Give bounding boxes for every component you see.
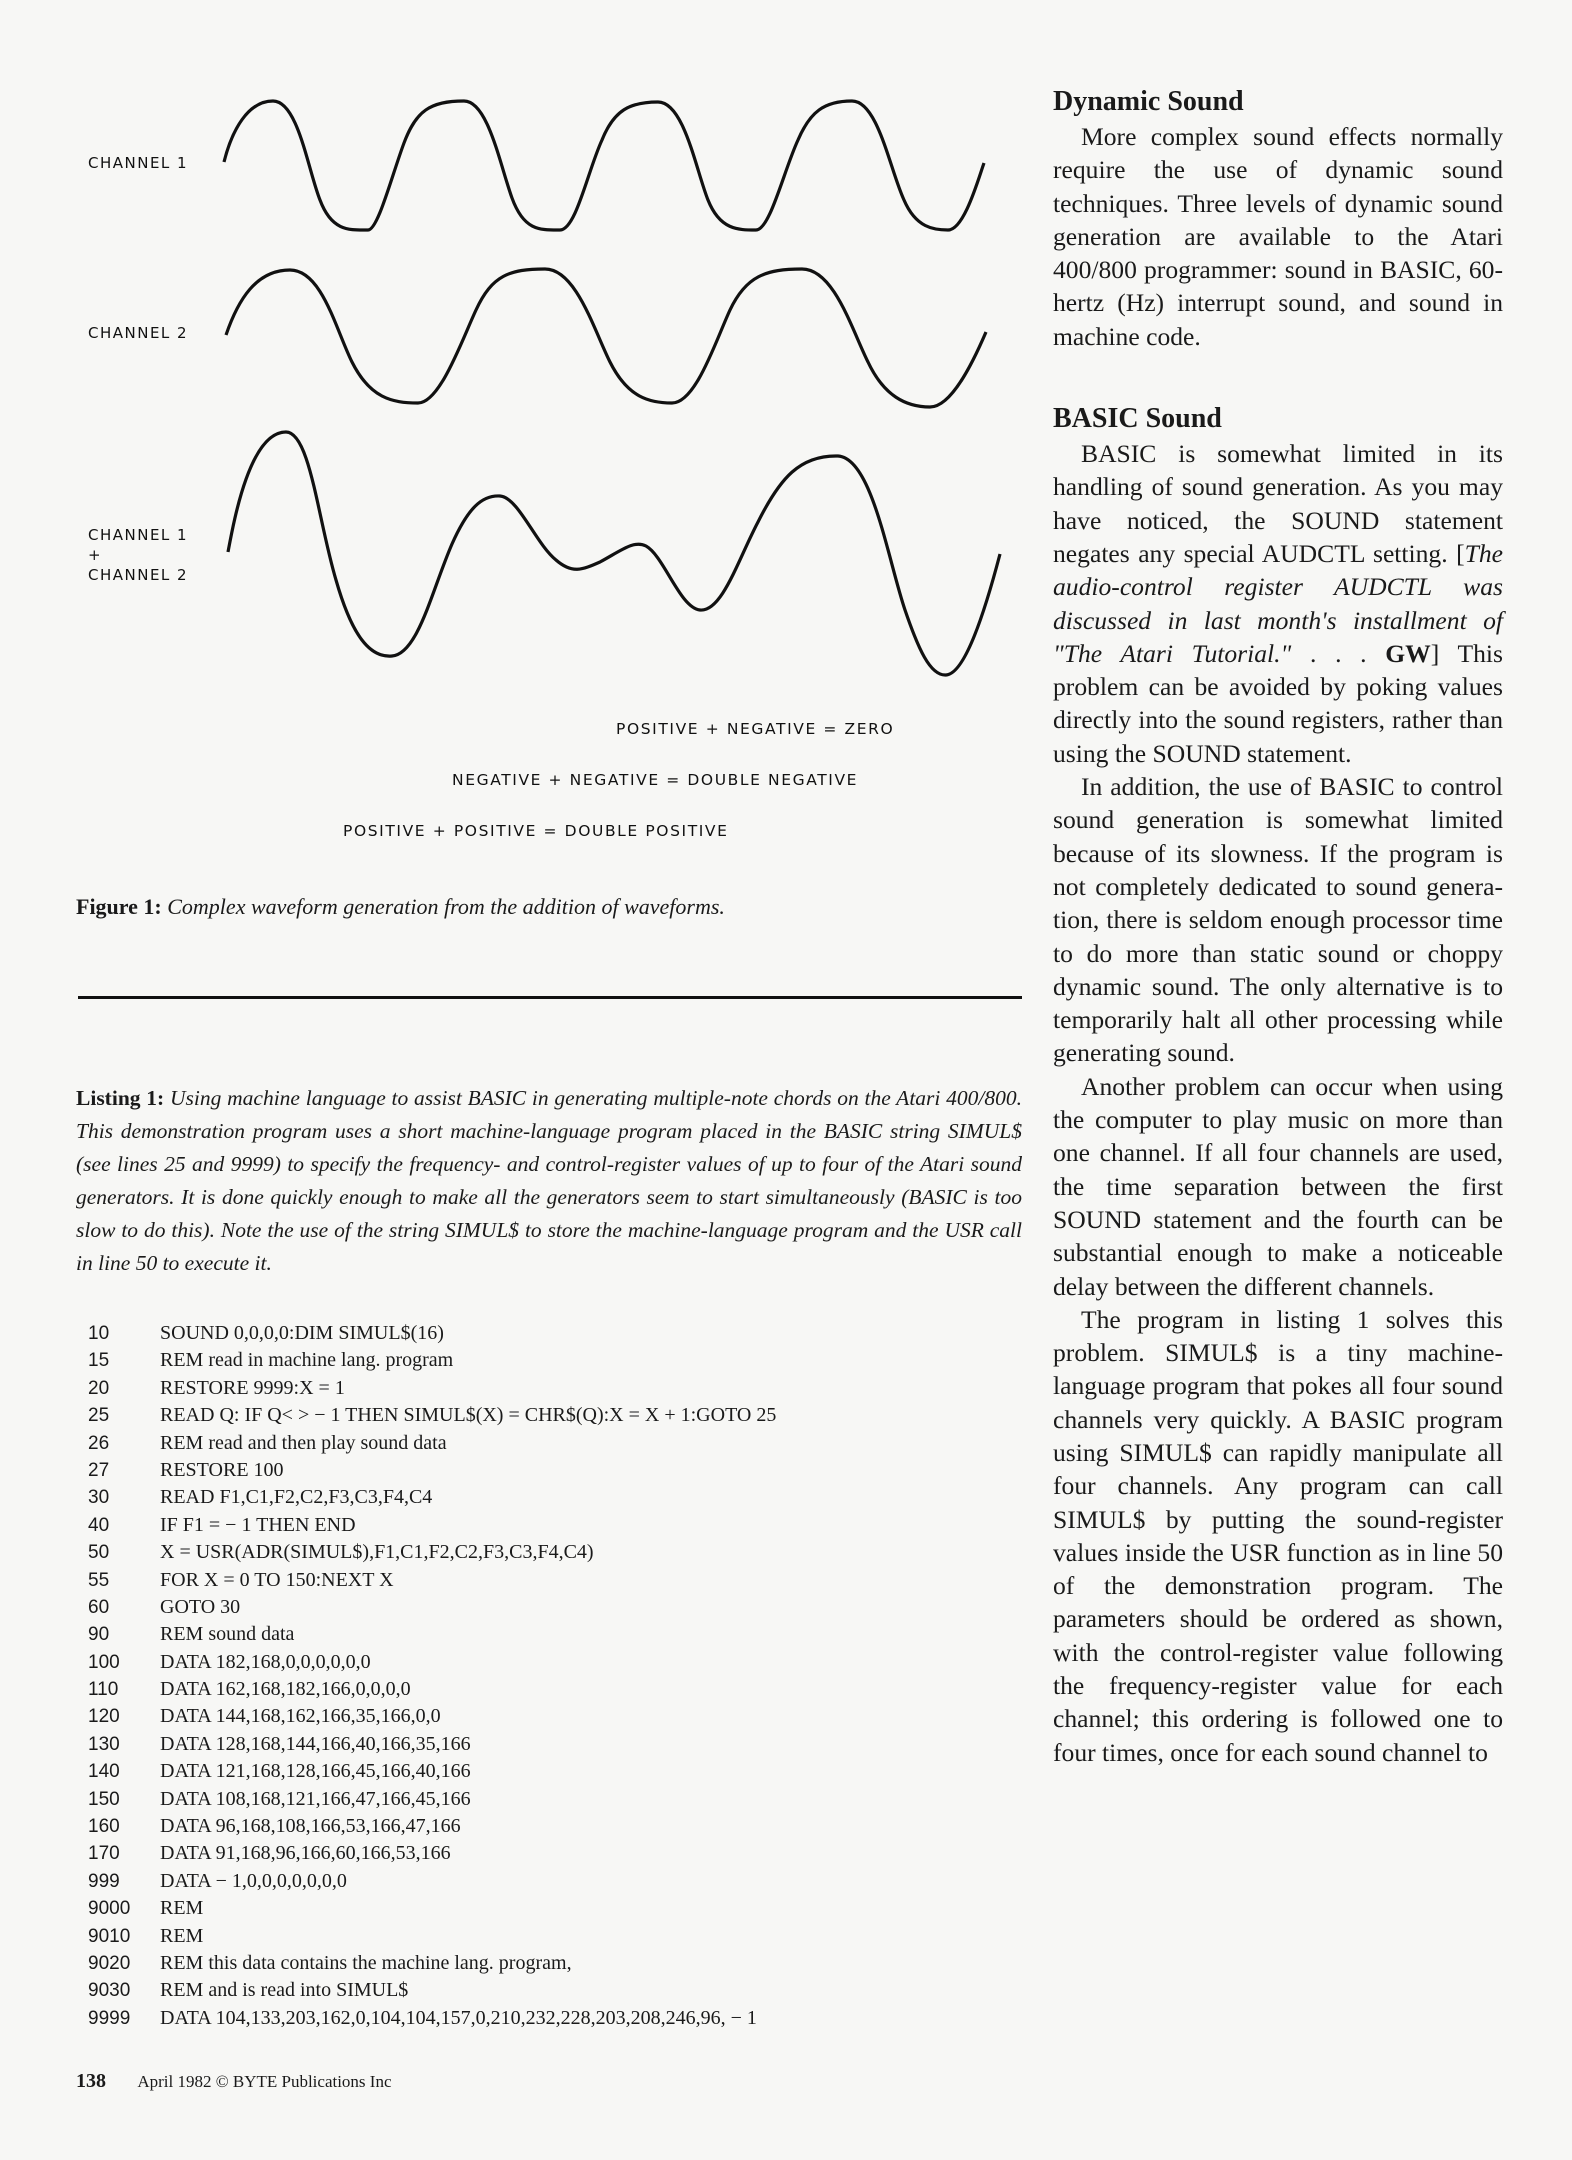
- line-code: DATA 128,168,144,166,40,166,35,166: [160, 1732, 471, 1755]
- line-number: 15: [88, 1350, 110, 1372]
- code-line: [88, 1868, 1038, 1895]
- waveform-diagram: [0, 0, 1030, 880]
- line-number: 130: [88, 1733, 120, 1755]
- code-line: [88, 1567, 1038, 1594]
- paragraph-basic-sound-2: In addition, the use of BASIC to control sound generation is somewhat limited because of its slowness. If the program is not completely dedicated to sound generation, there is seldom enough processor time to do more than static sound or choppy dynamic sound. The only alternative is to temporarily halt all other processing while generating sound.: [1053, 772, 1503, 1068]
- sum-label-plus: +: [88, 546, 103, 564]
- line-code: X = USR(ADR(SIMUL$),F1,C1,F2,C2,F3,C3,F4,C4): [160, 1541, 594, 1564]
- editor-initials: GW: [1385, 638, 1431, 668]
- article-column: [1053, 84, 1503, 1769]
- line-code: DATA 96,168,108,166,53,166,47,166: [160, 1815, 461, 1838]
- code-line: [88, 1512, 1038, 1539]
- channel-1-label: CHANNEL 1: [88, 154, 189, 172]
- heading-dynamic-sound: Dynamic Sound: [1053, 86, 1244, 117]
- line-code: DATA 162,168,182,166,0,0,0,0: [160, 1678, 411, 1701]
- sum-label-line1: CHANNEL 1: [88, 526, 189, 544]
- page-footer: [76, 2070, 392, 2093]
- sum-label-line2: CHANNEL 2: [88, 566, 189, 584]
- code-line: [88, 1457, 1038, 1484]
- equation-zero: POSITIVE + NEGATIVE = ZERO: [616, 720, 895, 738]
- line-number: 40: [88, 1514, 110, 1536]
- code-line: [88, 2005, 1038, 2032]
- paragraph-basic-sound-3: Another problem can occur when using the computer to play music on more than one channel. If all four channels are used, the time separation between the first SOUND statement and the fourth can be substantial enough to make a noticeable delay between the different channels.: [1053, 1071, 1503, 1301]
- code-line: [88, 1813, 1038, 1840]
- code-line: [88, 1539, 1038, 1566]
- page-number: 138: [76, 2070, 106, 2092]
- line-code: REM read and then play sound data: [160, 1431, 447, 1454]
- code-line: [88, 1347, 1038, 1374]
- sum-waveform: [228, 432, 1000, 675]
- line-number: 9999: [88, 2007, 131, 2029]
- line-number: 9030: [88, 1980, 131, 2002]
- channel-2-label: CHANNEL 2: [88, 324, 189, 342]
- editor-note: The audio-control register AUDCTL was discussed in last month's installment of "The Atari Tutorial.": [1053, 538, 1503, 668]
- heading-basic-sound: BASIC Sound: [1053, 403, 1222, 435]
- line-code: FOR X = 0 TO 150:NEXT X: [160, 1568, 394, 1591]
- code-line: [88, 1731, 1038, 1758]
- section-divider: [78, 996, 1022, 999]
- line-code: DATA 121,168,128,166,45,166,40,166: [160, 1760, 471, 1783]
- figure-caption-text: Complex waveform generation from the addition of waveforms.: [161, 894, 725, 919]
- line-code: READ Q: IF Q< > − 1 THEN SIMUL$(X) = CHR$(Q):X = X + 1:GOTO 25: [160, 1404, 777, 1427]
- code-line: [88, 1895, 1038, 1922]
- line-number: 140: [88, 1761, 120, 1783]
- paragraph-basic-sound-4: The program in listing 1 solves this problem. SIMUL$ is a tiny machine-language program that pokes all four sound channels very quickly. A BASIC program using SIMUL$ can rapidly manipulate all four channels. Any program can call SIMUL$ by putting the sound-register values inside the USR function as in line 50 of the demonstration program. The parameters should be ordered as shown, with the control-register value following the frequency-register value for each channel; this ordering is followed one to four times, once for each sound channel to: [1053, 1304, 1503, 1767]
- line-code: IF F1 = − 1 THEN END: [160, 1513, 356, 1536]
- code-line: [88, 1402, 1038, 1429]
- listing-caption: [76, 1082, 1022, 1280]
- line-code: REM this data contains the machine lang. program,: [160, 1951, 572, 1974]
- equation-double-positive: POSITIVE + POSITIVE = DOUBLE POSITIVE: [343, 822, 729, 840]
- line-number: 55: [88, 1569, 110, 1591]
- line-code: REM read in machine lang. program: [160, 1349, 454, 1372]
- line-code: RESTORE 100: [160, 1458, 284, 1481]
- figure-caption-label: Figure 1:: [76, 894, 162, 919]
- listing-caption-label: Listing 1:: [76, 1086, 165, 1110]
- line-code: READ F1,C1,F2,C2,F3,C3,F4,C4: [160, 1486, 433, 1509]
- line-number: 50: [88, 1542, 110, 1564]
- line-number: 90: [88, 1624, 110, 1646]
- code-listing: [88, 1320, 1038, 2032]
- code-line: [88, 1703, 1038, 1730]
- p1-text-c: ] This problem can be avoided by poking values directly into the sound registers, rather than using the SOUND statement.: [1053, 638, 1503, 768]
- code-line: [88, 1950, 1038, 1977]
- code-line: [88, 1923, 1038, 1950]
- code-line: [88, 1786, 1038, 1813]
- line-code: REM sound data: [160, 1623, 295, 1646]
- line-number: 9000: [88, 1898, 131, 1920]
- line-number: 100: [88, 1651, 120, 1673]
- line-number: 120: [88, 1706, 120, 1728]
- line-code: DATA 104,133,203,162,0,104,104,157,0,210,232,228,203,208,246,96, − 1: [160, 2006, 757, 2029]
- channel-2-waveform: [226, 269, 986, 407]
- line-code: RESTORE 9999:X = 1: [160, 1376, 345, 1399]
- code-line: [88, 1840, 1038, 1867]
- line-number: 60: [88, 1596, 110, 1618]
- line-number: 10: [88, 1323, 110, 1344]
- publication-credit: April 1982 © BYTE Publications Inc: [137, 2072, 392, 2091]
- line-number: 25: [88, 1405, 110, 1427]
- line-number: 170: [88, 1843, 120, 1865]
- code-line: [88, 1676, 1038, 1703]
- code-line: [88, 1621, 1038, 1648]
- figure-1: [0, 0, 1030, 880]
- figure-caption: [76, 894, 725, 920]
- code-line: [88, 1320, 1038, 1347]
- code-line: [88, 1977, 1038, 2004]
- listing-caption-text: Using machine language to assist BASIC in generating multiple-note chords on the Atari 400/800. This demonstration program uses a short machine-language program placed in the BASIC string SIMUL$ (see lines 25 and 9999) to specify the frequency- and control-register values of up to four of the Atari sound generators. It is done quickly enough to make all the generators seem to start simultaneously (BASIC is too slow to do this). Note the use of the string SIMUL$ to store the machine-language program and the USR call in line 50 to execute it.: [76, 1086, 1023, 1275]
- line-number: 160: [88, 1816, 120, 1838]
- line-number: 26: [88, 1432, 110, 1454]
- line-code: DATA 91,168,96,166,60,166,53,166: [160, 1842, 451, 1865]
- code-line: [88, 1594, 1038, 1621]
- code-line: [88, 1484, 1038, 1511]
- line-number: 30: [88, 1487, 110, 1509]
- p1-text-a: BASIC is somewhat limited in its handling of sound generation. As you may have noticed, the SOUND statement negates any special AUDCTL setting. [: [1053, 439, 1503, 568]
- line-number: 110: [88, 1679, 119, 1701]
- channel-1-waveform-curve: [224, 101, 984, 230]
- line-code: SOUND 0,0,0,0:DIM SIMUL$(16): [160, 1322, 444, 1344]
- p1-ellipsis: . . .: [1291, 638, 1386, 668]
- line-code: DATA 108,168,121,166,47,166,45,166: [160, 1787, 471, 1810]
- paragraph-basic-sound-1: [1053, 437, 1503, 770]
- line-number: 27: [88, 1459, 110, 1481]
- code-line: [88, 1758, 1038, 1785]
- code-line: [88, 1375, 1038, 1402]
- line-number: 999: [88, 1870, 120, 1892]
- line-number: 9020: [88, 1952, 131, 1974]
- line-code: REM: [160, 1924, 204, 1947]
- line-number: 150: [88, 1788, 120, 1810]
- code-line: [88, 1649, 1038, 1676]
- line-code: REM and is read into SIMUL$: [160, 1979, 409, 2002]
- line-number: 9010: [88, 1925, 131, 1947]
- line-code: REM: [160, 1897, 204, 1920]
- line-code: DATA 144,168,162,166,35,166,0,0: [160, 1705, 441, 1728]
- paragraph-dynamic-sound: More complex sound effects normally require the use of dynamic sound techniques. Three levels of dynamic sound generation are available to the Atari 400/800 programmer: sound in BASIC, 60-hertz (Hz) interrupt sound, and sound in machine code.: [1053, 122, 1503, 351]
- equation-double-negative: NEGATIVE + NEGATIVE = DOUBLE NEGATIVE: [452, 771, 859, 789]
- line-code: GOTO 30: [160, 1595, 241, 1618]
- line-code: DATA 182,168,0,0,0,0,0,0: [160, 1650, 371, 1673]
- line-number: 20: [88, 1377, 110, 1399]
- code-line: [88, 1430, 1038, 1457]
- line-code: DATA − 1,0,0,0,0,0,0,0: [160, 1869, 347, 1892]
